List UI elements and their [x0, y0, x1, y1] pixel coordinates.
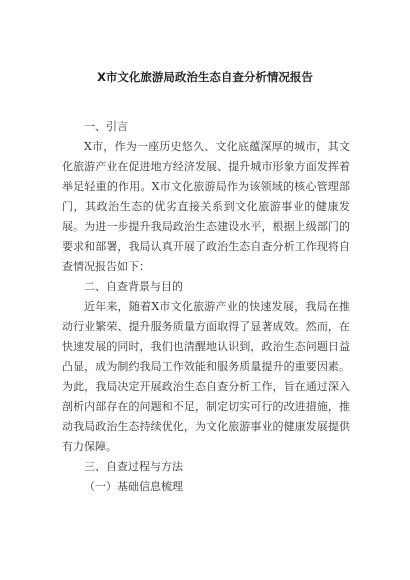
document-title: X市文化旅游局政治生态自查分析情况报告	[97, 70, 313, 84]
section-heading-background: 二、自查背景与目的	[84, 280, 183, 293]
section-heading-process: 三、自查过程与方法	[84, 460, 183, 473]
paragraph-background: 近年来，随着X市文化旅游产业的快速发展，我局在推动行业繁荣、提升服务质量方面取得了显著成效。然而，在快速发展的同时，我们也清醒地认识到，政治生态问题日益凸显，成为制约我局工作效能和服务质量提升的重要因素。为此，我局决定开展政治生态自查分析工作，旨在通过深入剖析内部存在的问题和不足，制定切实可行的改进措施，推动我局政治生态持续优化，为文化旅游事业的健康发展提供有力保障。	[62, 300, 350, 453]
subsection-heading-basic-info: （一）基础信息梳理	[84, 480, 183, 493]
section-heading-introduction: 一、引言	[84, 120, 128, 133]
paragraph-introduction: X市，作为一座历史悠久、文化底蕴深厚的城市，其文化旅游产业在促进地方经济发展、提升城市形象方面发挥着举足轻重的作用。X市文化旅游局作为该领域的核心管理部门，其政治生态的优劣直接关系到文化旅游事业的健康发展。为进一步提升我局政治生态建设水平，根据上级部门的要求和部署，我局认真开展了政治生态自查分析工作现将自查情况报告如下：	[62, 140, 350, 273]
document-body	[62, 117, 350, 497]
